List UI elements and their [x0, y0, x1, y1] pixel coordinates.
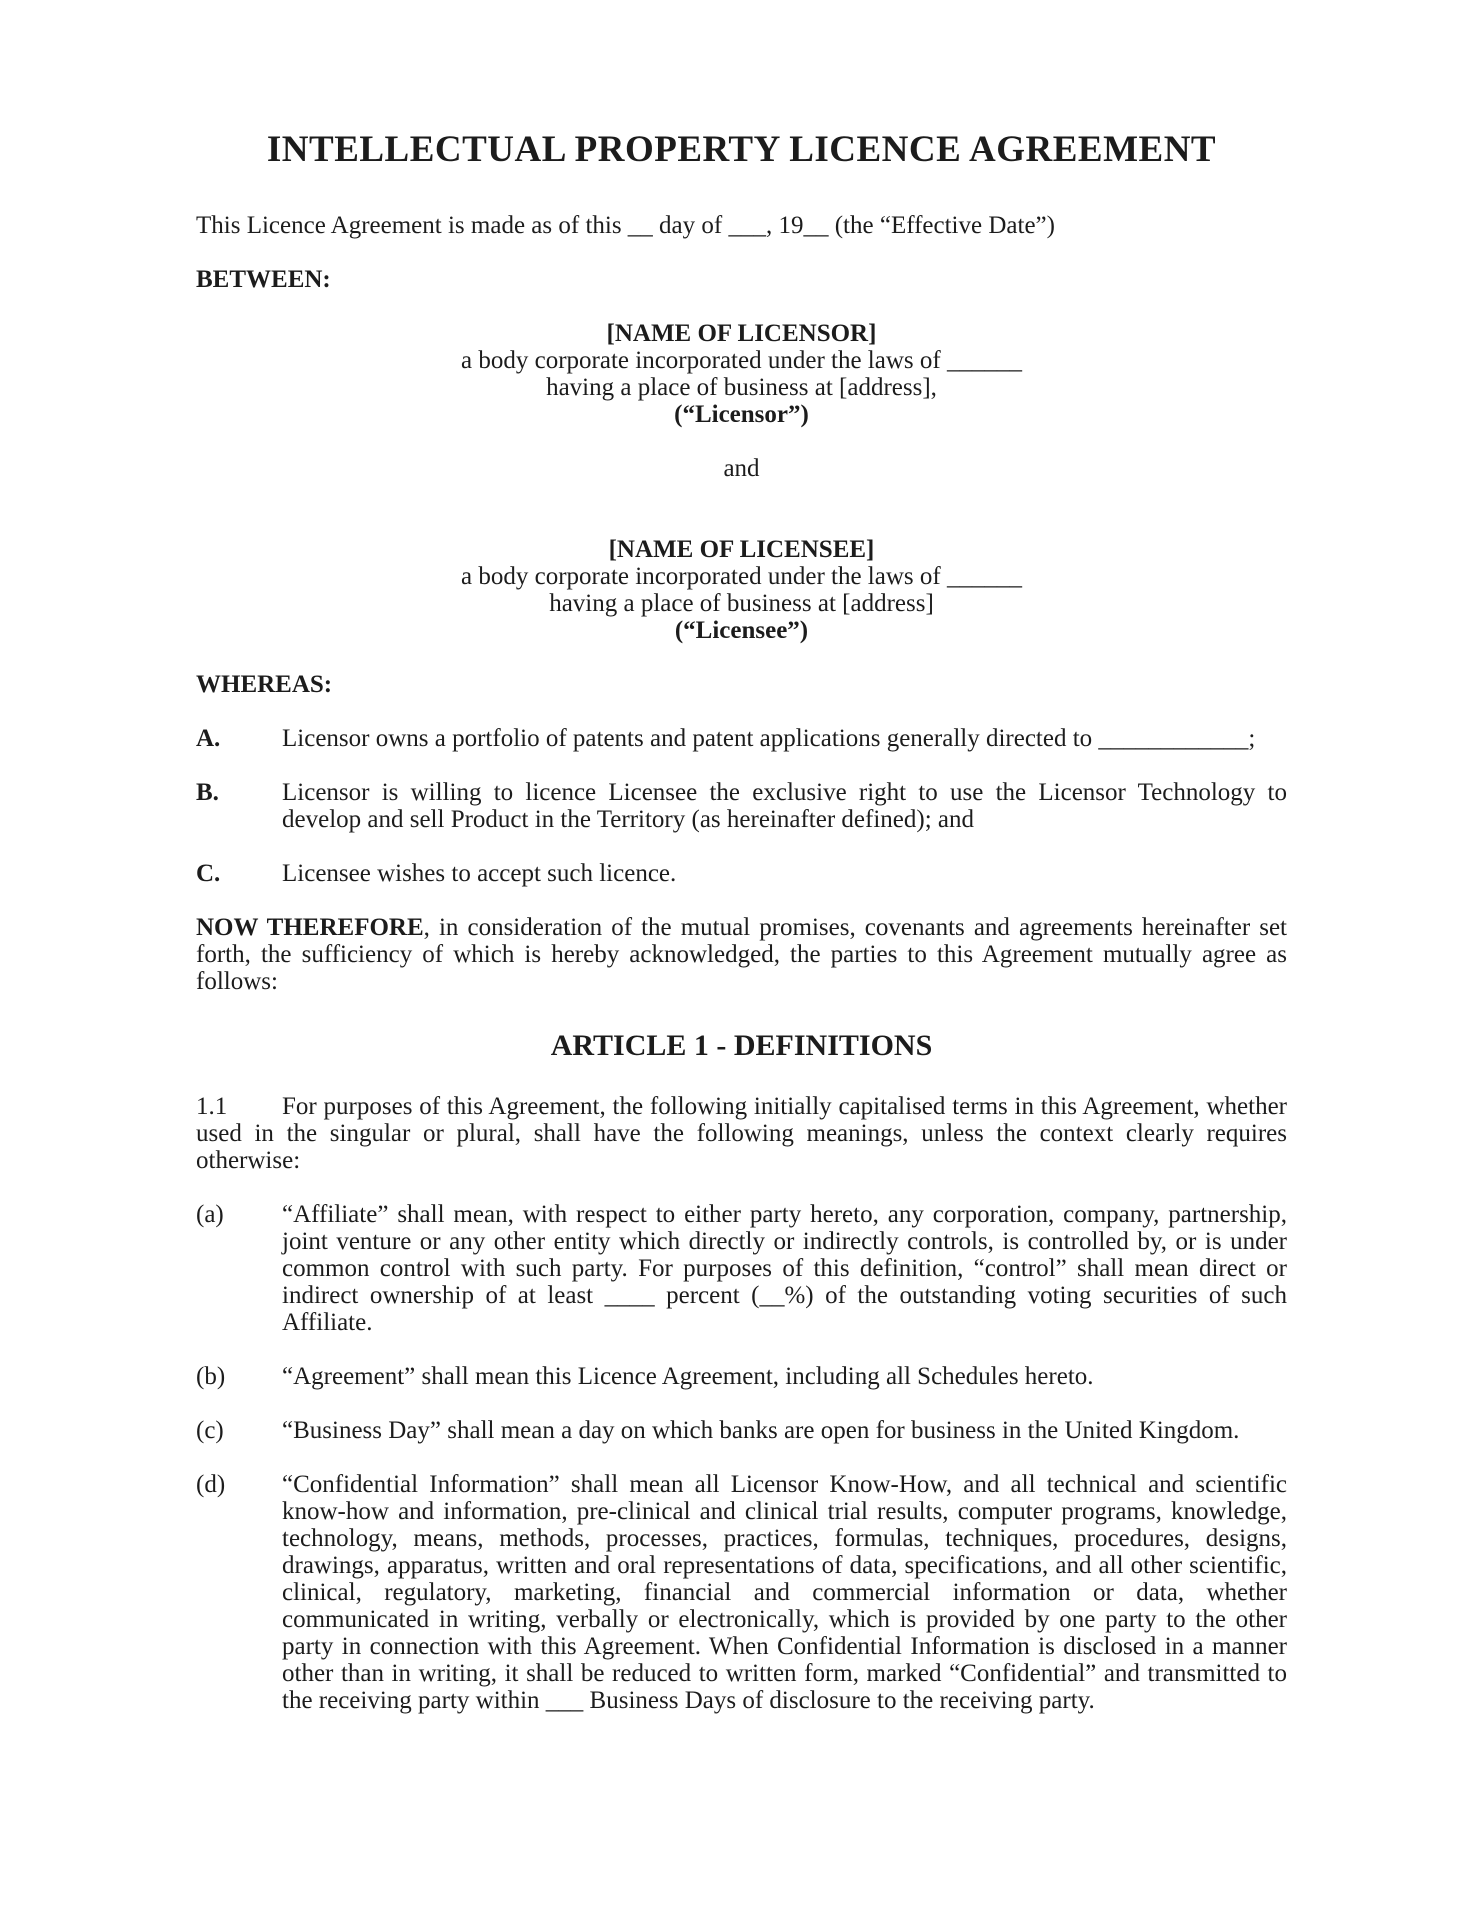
recital-c	[196, 860, 1287, 887]
now-therefore-paragraph	[196, 914, 1287, 995]
recital-c-label: C.	[196, 860, 221, 887]
licensor-alias: (“Licensor”)	[674, 401, 809, 428]
clause-1-1-text: For purposes of this Agreement, the following initially capitalised terms in this Agreement, whether used in the singular or plural, shall have the following meanings, unless the context clearly requires otherwise:	[196, 1093, 1287, 1174]
now-therefore-lead: NOW THEREFORE	[196, 914, 424, 941]
licensor-address-line: having a place of business at [address],	[546, 374, 937, 401]
recital-c-text: Licensee wishes to accept such licence.	[282, 860, 677, 887]
recital-b	[196, 779, 1287, 833]
recital-b-text: Licensor is willing to licence Licensee the exclusive right to use the Licensor Technology to develop and sell Product in the Territory (as hereinafter defined); and	[282, 779, 1287, 833]
definition-c-text: “Business Day” shall mean a day on which banks are open for business in the United Kingdom.	[282, 1417, 1240, 1444]
now-therefore-text: , in consideration of the mutual promises, covenants and agreements hereinafter set forth, the sufficiency of which is hereby acknowledged, the parties to this Agreement mutually agree as follows:	[196, 914, 1287, 995]
definition-b	[196, 1363, 1287, 1390]
licensee-incorporation-line: a body corporate incorporated under the laws of ______	[461, 563, 1022, 590]
licensee-name: [NAME OF LICENSEE]	[608, 536, 875, 563]
definition-d-label: (d)	[196, 1471, 226, 1498]
licensor-incorporation-line: a body corporate incorporated under the laws of ______	[461, 347, 1022, 374]
and-separator: and	[723, 455, 760, 482]
definition-a	[196, 1201, 1287, 1336]
licensor-block	[196, 320, 1287, 428]
definition-a-label: (a)	[196, 1201, 224, 1228]
clause-1-1	[196, 1093, 1287, 1174]
definition-c	[196, 1417, 1287, 1444]
definition-b-text: “Agreement” shall mean this Licence Agreement, including all Schedules hereto.	[282, 1363, 1094, 1390]
clause-1-1-number: 1.1	[196, 1093, 228, 1120]
recital-a	[196, 725, 1287, 752]
definition-d-text: “Confidential Information” shall mean all Licensor Know-How, and all technical and scientific know-how and information, pre-clinical and clinical trial results, computer programs, knowledge, technology, means, methods, processes, practices, formulas, techniques, procedures, designs, drawings, apparatus, written and oral representations of data, specifications, and all other scientific, clinical, regulatory, marketing, financial and commercial information or data, whether communicated in writing, verbally or electronically, which is provided by one party to the other party in connection with this Agreement. When Confidential Information is disclosed in a manner other than in writing, it shall be reduced to written form, marked “Confidential” and transmitted to the receiving party within ___ Business Days of disclosure to the receiving party.	[282, 1471, 1287, 1714]
licensor-name: [NAME OF LICENSOR]	[606, 320, 877, 347]
recital-a-label: A.	[196, 725, 221, 752]
whereas-label: WHEREAS:	[196, 671, 333, 698]
intro-paragraph: This Licence Agreement is made as of this __ day of ___, 19__ (the “Effective Date”)	[196, 212, 1055, 239]
recital-b-label: B.	[196, 779, 219, 806]
licensee-alias: (“Licensee”)	[674, 617, 809, 644]
definition-d	[196, 1471, 1287, 1714]
licensee-block	[196, 536, 1287, 644]
document-title: INTELLECTUAL PROPERTY LICENCE AGREEMENT	[266, 129, 1217, 170]
licensee-address-line: having a place of business at [address]	[549, 590, 934, 617]
definition-a-text: “Affiliate” shall mean, with respect to either party hereto, any corporation, company, partnership, joint venture or any other entity which directly or indirectly controls, is controlled by, or is under common control with such party. For purposes of this definition, “control” shall mean direct or indirect ownership of at least ____ percent (__%) of the outstanding voting securities of such Affiliate.	[282, 1201, 1287, 1336]
definition-b-label: (b)	[196, 1363, 226, 1390]
article-1-heading: ARTICLE 1 - DEFINITIONS	[550, 1029, 933, 1062]
definition-c-label: (c)	[196, 1417, 224, 1444]
between-label: BETWEEN:	[196, 266, 331, 293]
recital-a-text: Licensor owns a portfolio of patents and patent applications generally directed to ____________;	[282, 725, 1256, 752]
